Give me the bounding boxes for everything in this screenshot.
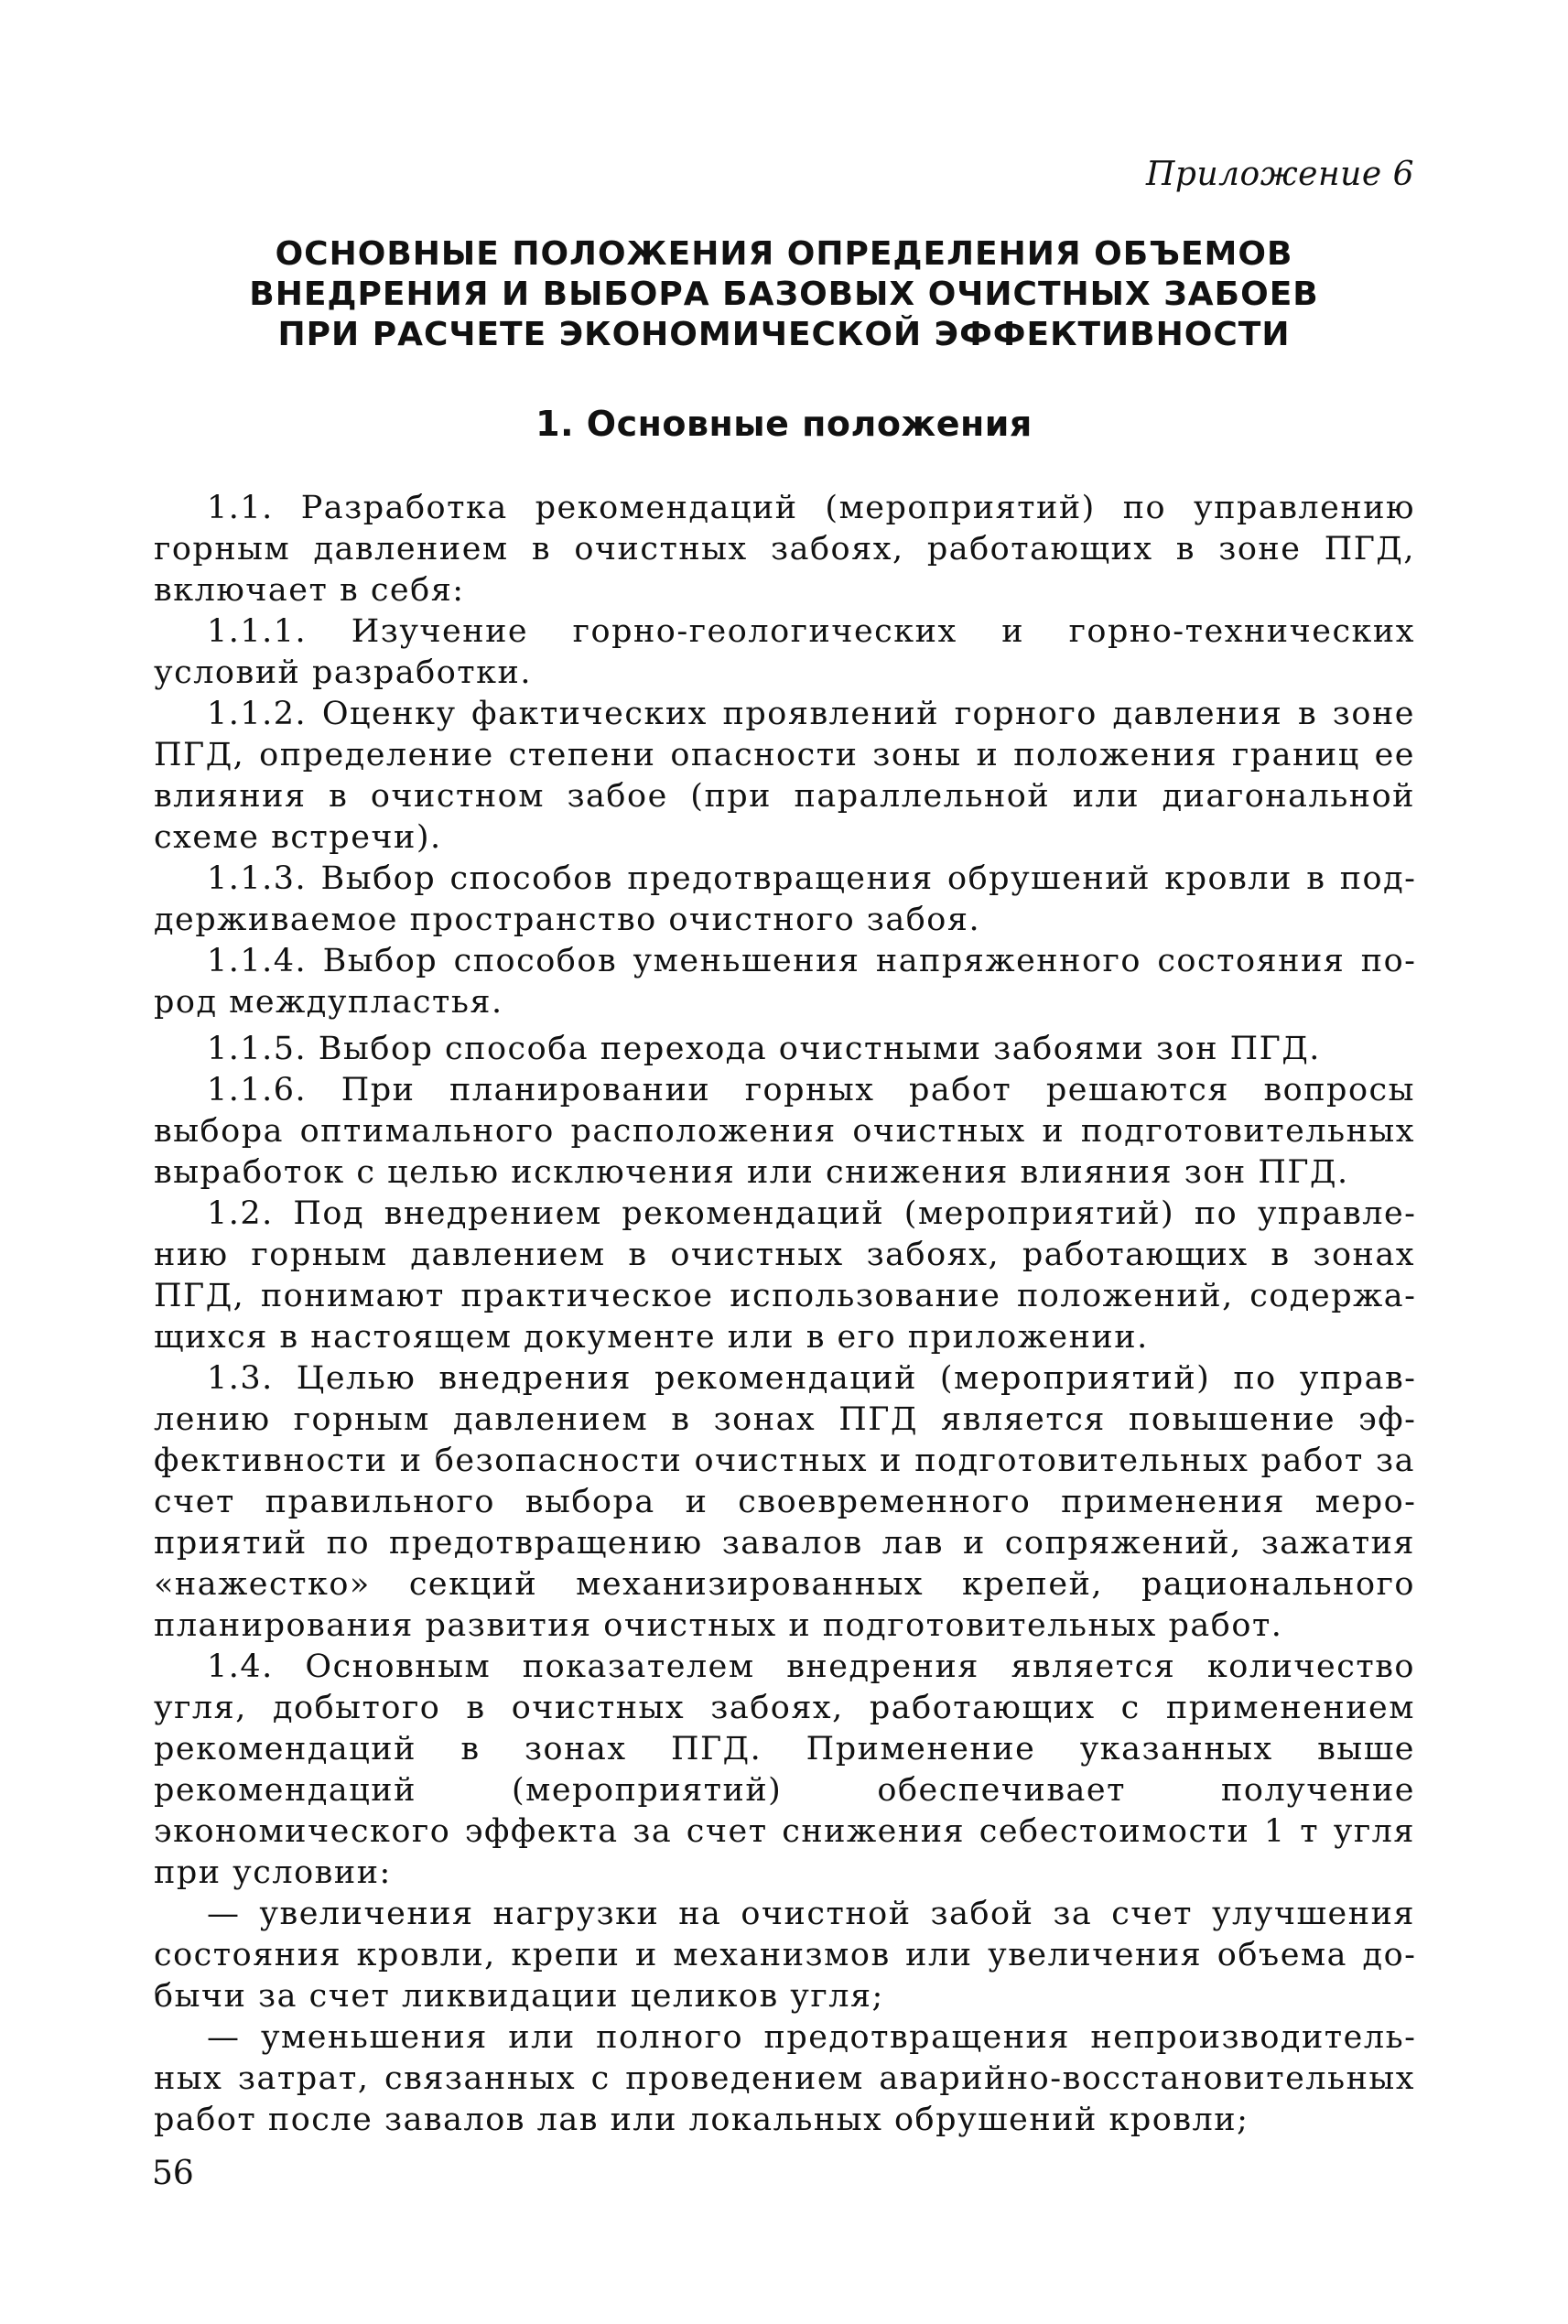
paragraph-1-1-3: 1.1.3. Выбор способов предотвращения обрушений кровли в поддерживаемое пространство очистного забоя. — [154, 860, 1415, 938]
paragraph-1-1: 1.1. Разработка рекомендаций (мероприятий) по управлению горным давлением в очистных забоях, работающих в зоне ПГД, включает в себя: — [154, 490, 1415, 609]
paragraph-1-3: 1.3. Целью внедрения рекомендаций (мероприятий) по управлению горным давлением в зонах ПГД является повышение эффективности и безопасности очистных и подготовительных работ за счет правильного выбора и своевременного применения мероприятий по предотвращению завалов лав и сопряжений, зажатия «нажестко» секций механизированных крепей, рационального планирования развития очистных и подготовительных работ. — [154, 1360, 1415, 1644]
page-number: 56 — [152, 2155, 194, 2192]
paragraph-1-1-5: 1.1.5. Выбор способа перехода очистными забоями зон ПГД. — [207, 1031, 1321, 1067]
paragraph-1-1-6: 1.1.6. При планировании горных работ решаются вопросы выбора оптимального расположения очистных и подготовительных выработок с целью исключения или снижения влияния зон ПГД. — [154, 1072, 1415, 1191]
appendix-label: Приложение 6 — [1146, 156, 1414, 193]
paragraph-1-4: 1.4. Основным показателем внедрения является количество угля, добытого в очистных забоях, работающих с применением рекомендаций в зонах ПГД. Применение указанных выше рекомендаций (мероприятий) обеспечивает получение экономического эффекта за счет снижения себестоимости 1 т угля при условии: — [154, 1648, 1415, 1891]
document-title — [0, 234, 1568, 355]
title-line: ОСНОВНЫЕ ПОЛОЖЕНИЯ ОПРЕДЕЛЕНИЯ ОБЪЕМОВ — [275, 235, 1293, 273]
paragraph-1-1-4: 1.1.4. Выбор способов уменьшения напряженного состояния пород междупластья. — [154, 943, 1415, 1021]
paragraph-1-1-1: 1.1.1. Изучение горно-геологических и горно-технических условий разработки. — [154, 613, 1415, 691]
paragraph-1-1-2: 1.1.2. Оценку фактических проявлений горного давления в зоне ПГД, определение степени опасности зоны и положения границ ее влияния в очистном забое (при параллельной или диагональной схеме встречи). — [154, 696, 1415, 856]
title-line: ПРИ РАСЧЕТЕ ЭКОНОМИЧЕСКОЙ ЭФФЕКТИВНОСТИ — [277, 316, 1291, 353]
body-text — [154, 488, 1415, 2141]
section-heading: 1. Основные положения — [535, 404, 1033, 444]
paragraph-1-2: 1.2. Под внедрением рекомендаций (мероприятий) по управлению горным давлением в очистных забоях, работающих в зонах ПГД, понимают практическое использование положений, содержащихся в настоящем документе или в его приложении. — [154, 1195, 1415, 1356]
title-line: ВНЕДРЕНИЯ И ВЫБОРА БАЗОВЫХ ОЧИСТНЫХ ЗАБОЕВ — [249, 276, 1319, 313]
list-item-dash: — уменьшения или полного предотвращения непроизводительных затрат, связанных с проведением аварийно-восстановительных работ после завалов лав или локальных обрушений кровли; — [154, 2019, 1415, 2138]
list-item-dash: — увеличения нагрузки на очистной забой за счет улучшения состояния кровли, крепи и механизмов или увеличения объема добычи за счет ликвидации целиков угля; — [154, 1896, 1415, 2015]
